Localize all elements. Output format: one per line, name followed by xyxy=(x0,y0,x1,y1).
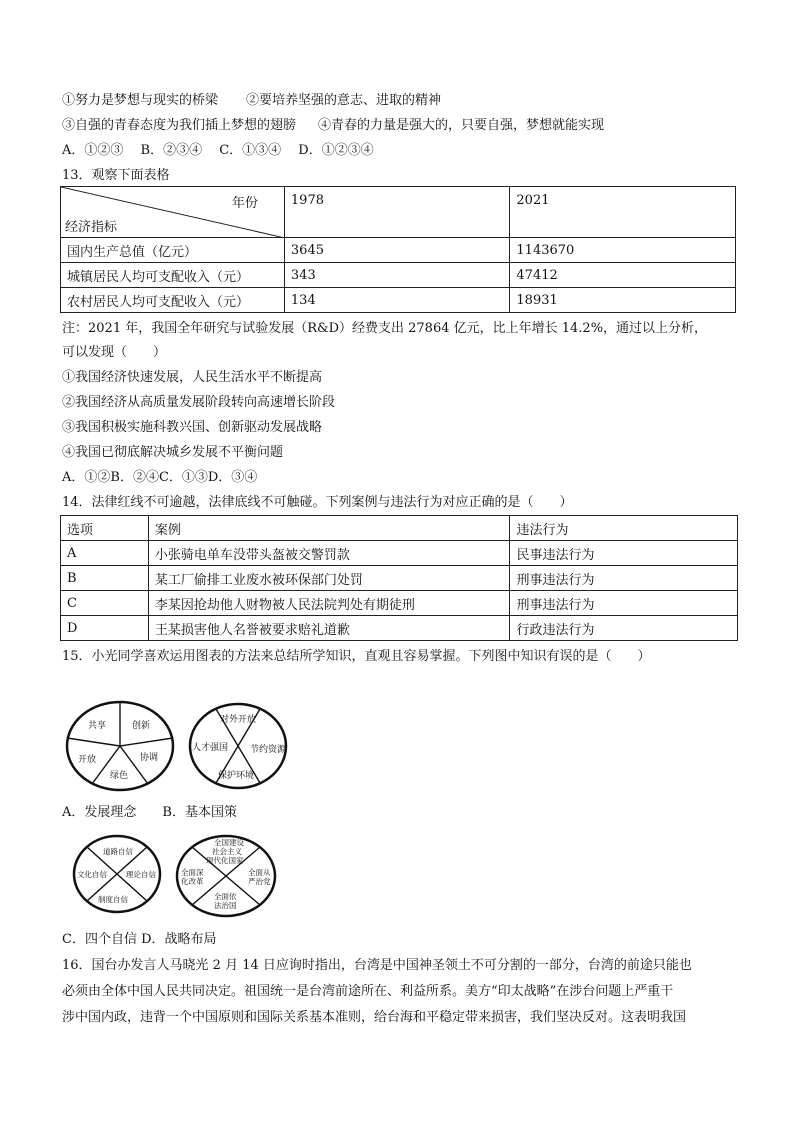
table-row xyxy=(61,591,738,616)
q12-options-row2 xyxy=(62,117,604,135)
q14-option: D xyxy=(61,616,149,641)
q15-caption-cd: C．四个自信 D．战略布局 xyxy=(62,932,217,947)
q14-type: 民事违法行为 xyxy=(510,541,738,566)
q12-option-3: ③自强的青春态度为我们插上梦想的翅膀 xyxy=(62,118,297,133)
q13-header-1978: 1978 xyxy=(284,187,510,238)
q14-option: B xyxy=(61,566,149,591)
q14-header-option: 选项 xyxy=(61,516,149,541)
q13-row-2021: 1143670 xyxy=(510,238,736,263)
q16-line2: 必须由全体中国人民共同决定。祖国统一是台湾前途所在、利益所系。美方“印太战略”在涉台问题上严重干 xyxy=(62,984,674,999)
q13-statement-2: ②我国经济从高质量发展阶段转向高速增长阶段 xyxy=(62,395,336,410)
q13-statement-3: ③我国积极实施科教兴国、创新驱动发展战略 xyxy=(62,420,323,435)
table-row xyxy=(61,263,736,288)
q13-statement-4: ④我国已彻底解决城乡发展不平衡问题 xyxy=(62,445,284,460)
q13-stem: 13．观察下面表格 xyxy=(62,168,170,183)
q13-header-indicator: 经济指标 xyxy=(65,220,118,235)
pie-a-sector: 创新 xyxy=(132,721,151,731)
q15-stem: 15．小光同学喜欢运用图表的方法来总结所学知识，直观且容易掌握。下列图中知识有误的是（ ） xyxy=(62,649,651,664)
pie-d-sector-right: 全面从 xyxy=(248,868,271,877)
pie-development-concepts xyxy=(62,698,182,794)
q14-case: 小张骑电单车没带头盔被交警罚款 xyxy=(148,541,510,566)
pie-c-sector: 制度自信 xyxy=(98,895,128,904)
table-row xyxy=(61,238,736,263)
table-row xyxy=(61,616,738,641)
q14-type: 行政违法行为 xyxy=(510,616,738,641)
pie-b-sector: 对外开放 xyxy=(220,715,257,725)
q14-option: A xyxy=(61,541,149,566)
q14-stem: 14．法律红线不可逾越，法律底线不可触碰。下列案例与违法行为对应正确的是（ ） xyxy=(62,495,573,510)
q14-case: 王某损害他人名誉被要求赔礼道歉 xyxy=(148,616,510,641)
q13-statement-1: ①我国经济快速发展，人民生活水平不断提高 xyxy=(62,370,323,385)
pie-d-sector-top: 社会主义 xyxy=(212,847,242,856)
q12-answers: A．①②③ B．②③④ C．①③④ D．①②③④ xyxy=(62,143,374,158)
q13-row-2021: 18931 xyxy=(510,288,736,313)
pie-b-sector: 人才强国 xyxy=(192,743,229,753)
q12-options-row1 xyxy=(62,92,441,110)
q14-header-row xyxy=(61,516,738,541)
q12-option-4: ④青春的力量是强大的，只要自强，梦想就能实现 xyxy=(318,118,605,133)
q14-header-type: 违法行为 xyxy=(510,516,738,541)
q13-answers: A．①②B．②④C．①③D．③④ xyxy=(62,470,258,485)
q16-line1: 16．国台办发言人马晓光 2 月 14 日应询时指出，台湾是中国神圣领土不可分割的一部分，台湾的前途只能也 xyxy=(62,958,692,973)
q14-type: 刑事违法行为 xyxy=(510,591,738,616)
pie-d-sector-left: 全面深 xyxy=(181,868,204,877)
q13-row-label: 国内生产总值（亿元） xyxy=(61,238,285,263)
q13-note-line1: 注：2021 年，我国全年研究与试验发展（R&D）经费支出 27864 亿元，比上年增长 14.2%，通过以上分析， xyxy=(62,321,708,336)
q13-header-year: 年份 xyxy=(231,196,258,211)
q13-row-1978: 343 xyxy=(284,263,510,288)
q14-table xyxy=(60,515,738,641)
table-row xyxy=(61,566,738,591)
pie-c-sector: 道路自信 xyxy=(103,847,133,856)
q14-option: C xyxy=(61,591,149,616)
q13-note-line2: 可以发现（ ） xyxy=(62,345,167,360)
q13-header-2021: 2021 xyxy=(510,187,736,238)
q13-row-1978: 3645 xyxy=(284,238,510,263)
pie-b-sector: 节约资源 xyxy=(250,745,287,755)
pie-b-sector: 保护环境 xyxy=(218,771,255,781)
q14-case: 李某因抢劫他人财物被人民法院判处有期徒刑 xyxy=(148,591,510,616)
pie-a-sector: 共享 xyxy=(88,721,107,731)
q13-header-row xyxy=(61,187,736,238)
q13-diagonal-header xyxy=(61,187,285,238)
q12-option-1: ①努力是梦想与现实的桥梁 xyxy=(62,93,219,108)
q12-option-2: ②要培养坚强的意志、进取的精神 xyxy=(246,93,442,108)
pie-four-confidences xyxy=(70,832,166,916)
q14-case: 某工厂偷排工业废水被环保部门处罚 xyxy=(148,566,510,591)
q14-type: 刑事违法行为 xyxy=(510,566,738,591)
q14-header-case: 案例 xyxy=(148,516,510,541)
q15-caption-ab: A．发展理念 B．基本国策 xyxy=(62,805,237,820)
pie-d-sector-bottom: 全面依 xyxy=(214,892,237,901)
pie-a-sector: 绿色 xyxy=(110,771,129,781)
pie-d-sector-left: 化改革 xyxy=(181,877,204,886)
q13-table xyxy=(60,186,736,313)
table-row xyxy=(61,288,736,313)
pie-a-sector: 开放 xyxy=(78,755,97,765)
pie-a-sector: 协调 xyxy=(140,753,159,763)
pie-strategic-layout xyxy=(172,832,282,920)
pie-d-sector-top: 全国建设 xyxy=(214,838,244,847)
pie-d-sector-bottom: 法治国 xyxy=(214,901,237,910)
q13-row-label: 城镇居民人均可支配收入（元） xyxy=(61,263,285,288)
q13-row-2021: 47412 xyxy=(510,263,736,288)
pie-basic-national-policies xyxy=(186,700,290,792)
pie-c-sector: 文化自信 xyxy=(77,870,107,879)
q13-row-label: 农村居民人均可支配收入（元） xyxy=(61,288,285,313)
pie-d-sector-right: 严治党 xyxy=(248,877,271,886)
table-row xyxy=(61,541,738,566)
pie-d-sector-top: 现代化国家 xyxy=(206,856,244,865)
q13-row-1978: 134 xyxy=(284,288,510,313)
pie-c-sector: 理论自信 xyxy=(126,870,156,879)
q16-line3: 涉中国内政，违背一个中国原则和国际关系基本准则，给台海和平稳定带来损害，我们坚决反对。这表明我国 xyxy=(62,1010,687,1025)
